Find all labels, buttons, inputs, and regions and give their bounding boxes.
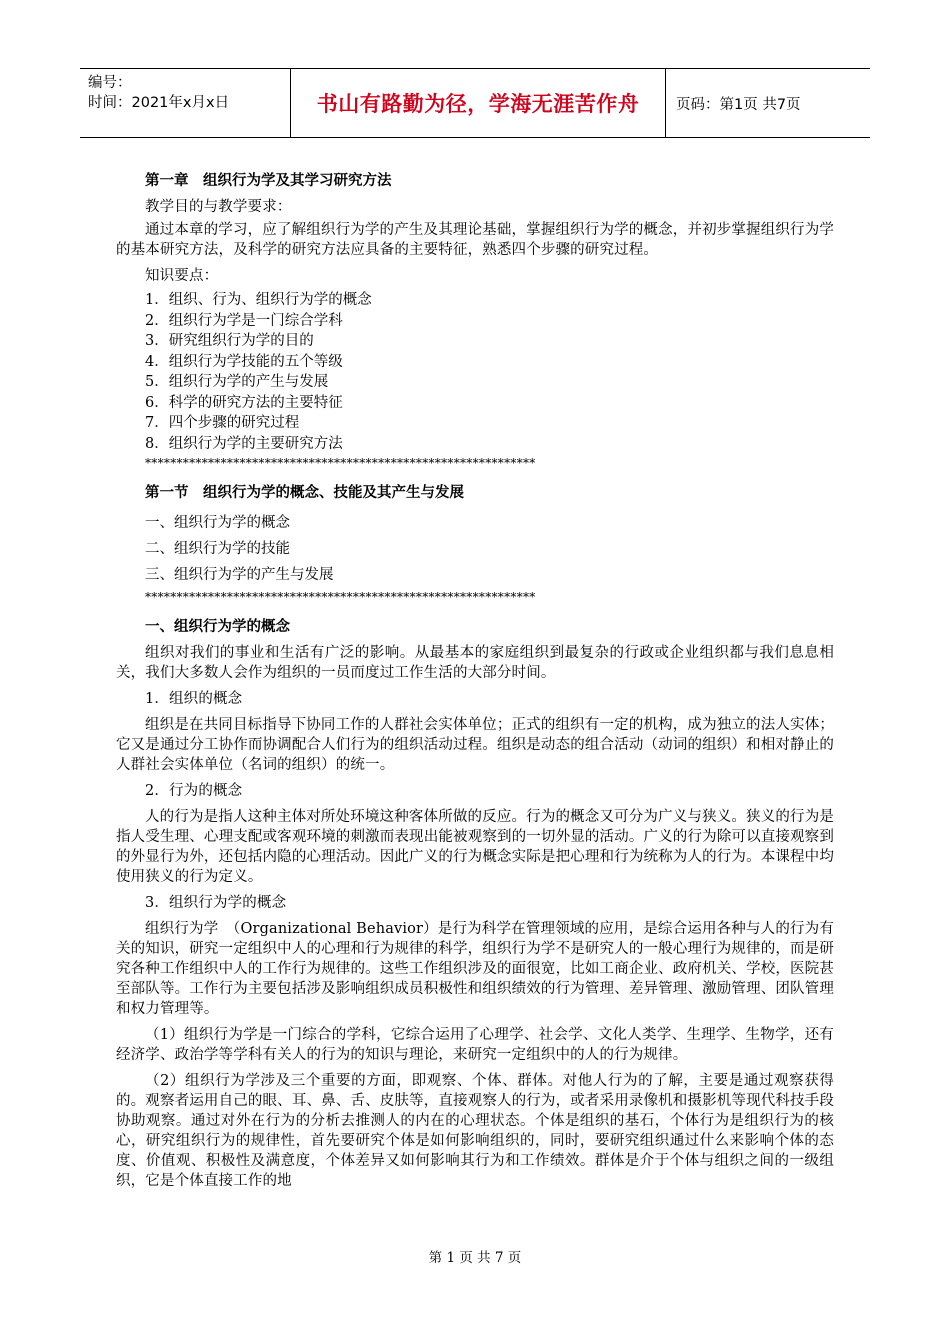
document-body: [116, 170, 834, 1191]
subsection-text: 组织行为学 （Organizational Behavior）是行为科学在管理领域的应用，是综合运用各种与人的行为有关的知识，研究一定组织中人的心理和行为规律的科学，组织行为学不是研究人的一般心理行为规律的，而是研究各种工作组织中人的工作行为规律的。这些工作组织涉及的面很宽，比如工商企业、政府机关、学校，医院甚至部队等。工作行为主要包括涉及影响组织成员积极性和组织绩效的行为管理、差异管理、激励管理、团队管理和权力管理等。: [116, 921, 834, 1017]
header-motto-cell: [291, 69, 666, 137]
goals-label: 教学目的与教学要求：: [145, 199, 292, 215]
subsection-title: 2．行为的概念: [145, 783, 243, 799]
list-item: 7．四个步骤的研究过程: [145, 415, 300, 431]
page-footer: 第 1 页 共 7 页: [428, 1250, 522, 1266]
subsection-text: 人的行为是指人这种主体对所处环境这种客体所做的反应。行为的概念又可分为广义与狭义。狭义的行为是指人受生理、心理支配或客观环境的刺激而表现出能被观察到的一切外显的活动。广义的行为除可以直接观察到的外显行为外，还包括内隐的心理活动。因此广义的行为概念实际是把心理和行为统称为人的行为。本课程中均使用狭义的行为定义。: [116, 809, 834, 885]
body-paragraph: （2）组织行为学涉及三个重要的方面，即观察、个体、群体。对他人行为的了解，主要是通过观察获得的。观察者运用自己的眼、耳、鼻、舌、皮肤等，直接观察人的行为，或者采用录像机和摄影机等现代科技手段协助观察。通过对外在行为的分析去推测人的内在的心理状态。个体是组织的基石，个体行为是组织行为的核心，研究组织行为的规律性，首先要研究个体是如何影响组织的，同时，要研究组织通过什么来影响个体的态度、价值观、积极性及满意度，个体差异又如何影响其行为和工作绩效。群体是介于个体与组织之间的一级组织，它是个体直接工作的地: [116, 1073, 834, 1189]
subsection-title: 3．组织行为学的概念: [145, 895, 287, 911]
header-motto: 书山有路勤为径，学海无涯苦作舟: [316, 92, 640, 116]
outline-item: 一、组织行为学的概念: [145, 515, 290, 531]
header-meta: [80, 69, 291, 137]
outline-item: 二、组织行为学的技能: [145, 541, 290, 557]
list-item: 6．科学的研究方法的主要特征: [145, 394, 343, 411]
chapter-title: 第一章 组织行为学及其学习研究方法: [145, 173, 392, 189]
document-date-label: 时间：2021年x月x日: [88, 95, 230, 111]
list-item: 4．组织行为学技能的五个等级: [145, 353, 343, 370]
page-header: [80, 68, 870, 138]
points-label: 知识要点：: [145, 268, 219, 284]
body-paragraph: （1）组织行为学是一门综合的学科，它综合运用了心理学、社会学、文化人类学、生理学、生物学，还有经济学、政治学等学科有关人的行为的知识与理论，来研究一定组织中的人的行为规律。: [116, 1027, 834, 1063]
list-item: 5．组织行为学的产生与发展: [145, 374, 329, 390]
list-item: 1．组织、行为、组织行为学的概念: [145, 292, 372, 308]
part-intro: 组织对我们的事业和生活有广泛的影响。从最基本的家庭组织到最复杂的行政或企业组织都与我们息息相关，我们大多数人会作为组织的一员而度过工作生活的大部分时间。: [116, 645, 834, 681]
list-item: 8．组织行为学的主要研究方法: [145, 435, 343, 452]
part-title: 一、组织行为学的概念: [145, 619, 290, 635]
header-page-info: 页码：第1页 共7页: [676, 96, 801, 113]
section-title: 第一节 组织行为学的概念、技能及其产生与发展: [145, 485, 464, 501]
list-item: 2．组织行为学是一门综合学科: [145, 312, 343, 329]
document-number-label: 编号：: [88, 75, 132, 91]
separator-stars: **************************************************************: [145, 590, 536, 604]
subsection-text: 组织是在共同目标指导下协同工作的人群社会实体单位；正式的组织有一定的机构，成为独立的法人实体；它又是通过分工协作而协调配合人们行为的组织活动过程。组织是动态的组合活动（动词的组织）和相对静止的人群社会实体单位（名词的组织）的统一。: [116, 717, 834, 773]
separator-stars: **************************************************************: [145, 456, 536, 470]
list-item: 3．研究组织行为学的目的: [145, 333, 314, 349]
goals-text: 通过本章的学习，应了解组织行为学的产生及其理论基础，掌握组织行为学的概念，并初步掌握组织行为学的基本研究方法，及科学的研究方法应具备的主要特征，熟悉四个步骤的研究过程。: [116, 222, 834, 258]
subsection-title: 1．组织的概念: [145, 691, 243, 707]
outline-item: 三、组织行为学的产生与发展: [145, 567, 334, 583]
